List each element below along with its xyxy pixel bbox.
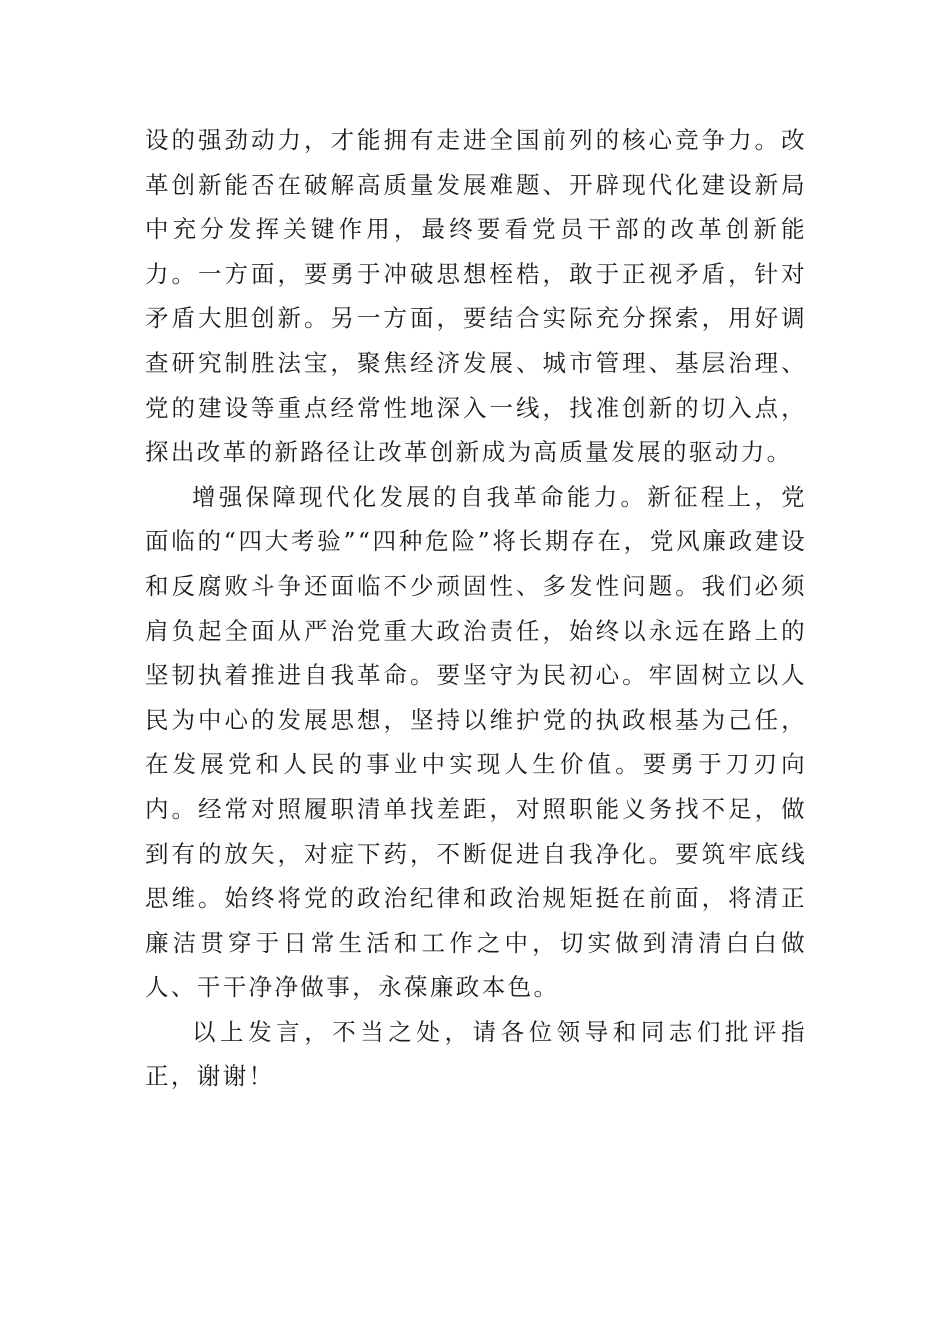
paragraph-reform-innovation: 设的强劲动力，才能拥有走进全国前列的核心竞争力。改革创新能否在破解高质量发展难题、开辟现代化建设新局中充分发挥关键作用，最终要看党员干部的改革创新能力。一方面，要勇于冲破思想桎梏，敢于正视矛盾，针对矛盾大胆创新。另一方面，要结合实际充分探索，用好调查研究制胜法宝，聚焦经济发展、城市管理、基层治理、党的建设等重点经常性地深入一线，找准创新的切入点，探出改革的新路径让改革创新成为高质量发展的驱动力。 [145,126,807,467]
paragraph-self-revolution: 增强保障现代化发展的自我革命能力。新征程上，党面临的“四大考验”“四种危险”将长期存在，党风廉政建设和反腐败斗争还面临不少顽固性、多发性问题。我们必须肩负起全面从严治党重大政治责任，始终以永远在路上的坚韧执着推进自我革命。要坚守为民初心。牢固树立以人民为中心的发展思想，坚持以维护党的执政根基为己任，在发展党和人民的事业中实现人生价值。要勇于刀刃向内。经常对照履职清单找差距，对照职能义务找不足，做到有的放矢，对症下药，不断促进自我净化。要筑牢底线思维。始终将党的政治纪律和政治规矩挺在前面，将清正廉洁贯穿于日常生活和工作之中，切实做到清清白白做人、干干净净做事，永葆廉政本色。 [145,482,807,1002]
document-body [145,118,807,1099]
paragraph-closing-remarks: 以上发言，不当之处，请各位领导和同志们批评指正，谢谢！ [145,1017,807,1091]
